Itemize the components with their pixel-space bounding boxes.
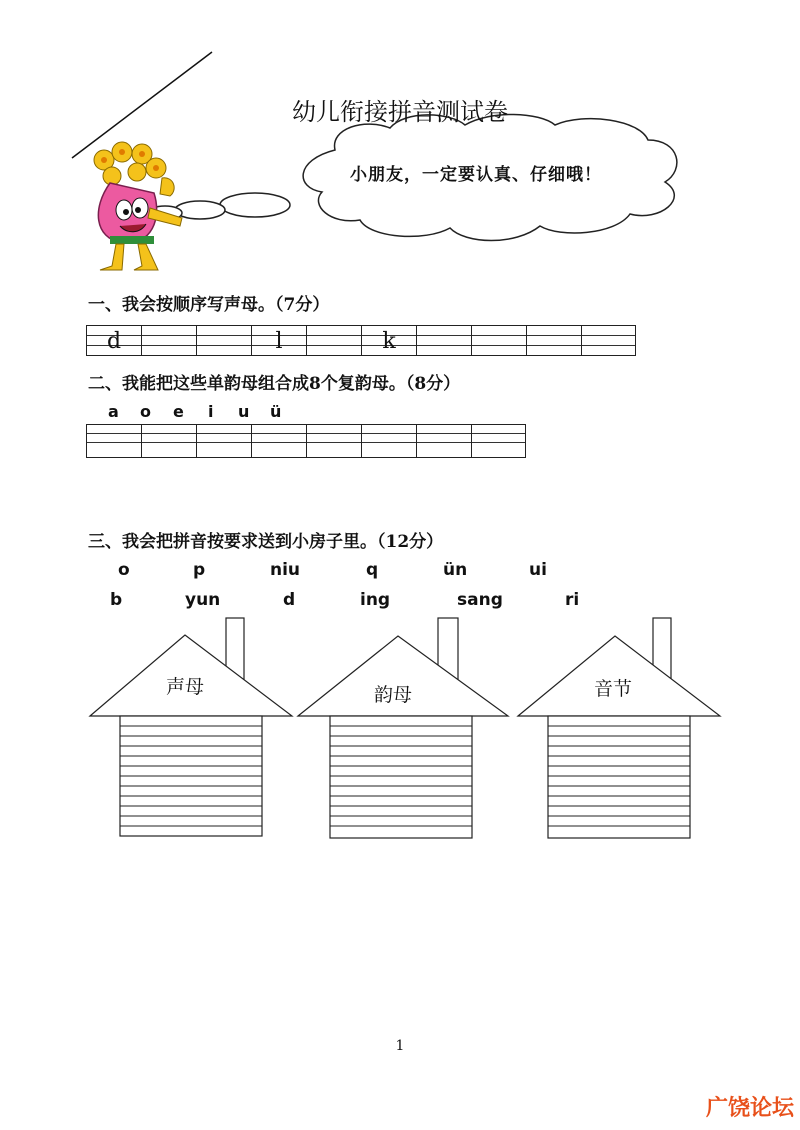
grid-cell[interactable] (141, 325, 196, 356)
pinyin-item: ün (443, 560, 468, 580)
house-label-yinjie: 音节 (594, 678, 633, 700)
grid-cell[interactable] (416, 325, 471, 356)
grid-cell[interactable] (251, 325, 306, 356)
pinyin-item: ing (360, 590, 391, 610)
pinyin-item: o (118, 560, 130, 580)
page-number: 1 (395, 1038, 405, 1054)
grid-cell[interactable] (196, 424, 251, 458)
cell-letter: l (275, 329, 283, 354)
flower-mascot-icon (82, 138, 192, 278)
grid-cell[interactable] (86, 325, 141, 356)
vowel-label: u (238, 402, 250, 421)
house-label-shengmu: 声母 (166, 676, 205, 698)
pinyin-item: b (110, 590, 123, 610)
grid-cell[interactable] (581, 325, 636, 356)
grid-cell[interactable] (196, 325, 251, 356)
vowel-label: e (173, 402, 184, 421)
vowel-label: i (208, 402, 214, 421)
houses-drawing (0, 610, 800, 850)
section1-writing-grid (86, 325, 636, 356)
grid-cell[interactable] (416, 424, 471, 458)
pinyin-item: yun (185, 590, 221, 610)
bubble-text: 小朋友，一定要认真、仔细哦！ (350, 165, 602, 185)
grid-cell[interactable] (306, 424, 361, 458)
section2-heading: 二、我能把这些单韵母组合成8个复韵母。（8分） (88, 374, 461, 394)
grid-cell[interactable] (526, 325, 581, 356)
vowel-label: ü (270, 402, 282, 421)
section2-writing-grid (86, 424, 526, 458)
pinyin-item: d (283, 590, 296, 610)
grid-cell[interactable] (306, 325, 361, 356)
grid-cell[interactable] (251, 424, 306, 458)
section3-heading: 三、我会把拼音按要求送到小房子里。（12分） (88, 532, 444, 552)
vowel-label: a (108, 402, 119, 421)
watermark-text: 广饶论坛 (705, 1096, 794, 1121)
pinyin-item: p (193, 560, 206, 580)
house-label-yunmu: 韵母 (374, 684, 413, 706)
watermark-logo (706, 1091, 794, 1122)
cell-letter: k (382, 329, 396, 354)
pinyin-item: q (366, 560, 379, 580)
section1-heading: 一、我会按顺序写声母。（7分） (88, 295, 330, 315)
grid-cell[interactable] (471, 424, 526, 458)
cell-letter: d (106, 329, 122, 354)
grid-cell[interactable] (361, 325, 416, 356)
grid-cell[interactable] (86, 424, 141, 458)
house-shengmu (90, 618, 292, 836)
pinyin-item: sang (457, 590, 503, 610)
bubble-dot-large (220, 193, 290, 217)
house-yinjie (518, 618, 720, 838)
vowel-label: o (140, 402, 151, 421)
grid-cell[interactable] (141, 424, 196, 458)
pinyin-item: ui (529, 560, 547, 580)
grid-cell[interactable] (471, 325, 526, 356)
house-yunmu (298, 618, 508, 838)
page-title: 幼儿衔接拼音测试卷 (292, 98, 508, 126)
pinyin-item: ri (565, 590, 580, 610)
pinyin-item: niu (270, 560, 301, 580)
grid-cell[interactable] (361, 424, 416, 458)
